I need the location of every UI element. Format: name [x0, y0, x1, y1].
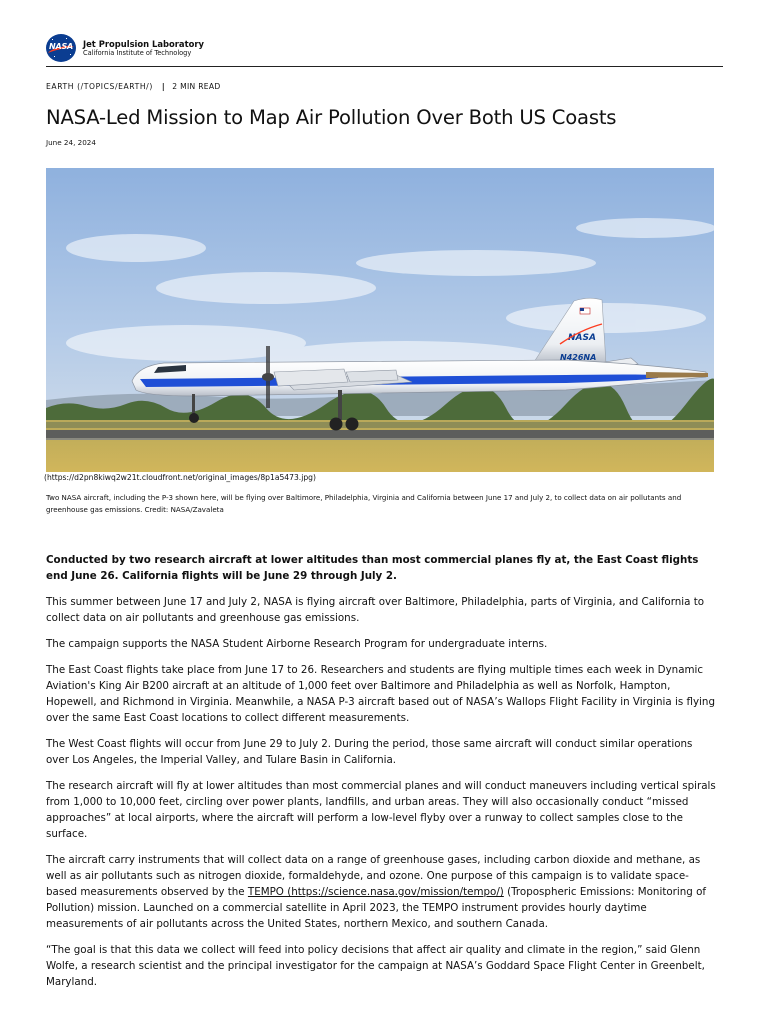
brand-subtitle: California Institute of Technology — [83, 49, 192, 57]
read-time: 2 MIN READ — [172, 82, 221, 91]
article-body — [46, 552, 716, 1000]
nasa-meatball-icon[interactable] — [46, 34, 76, 62]
hero-image — [46, 168, 714, 472]
paragraph-3: The East Coast flights take place from June 17 to 26. Researchers and students are flying multiple times each week in Dynamic Aviation's King Air B200 aircraft at an altitude of 1,000 feet over Baltimore and Philadelphia as well as Norfolk, Hampton, Hopewell, and Richmond in Virginia. Meanwhile, a NASA P-3 aircraft based out of NASA’s Wallops Flight Facility in Virginia is flying over the same East Coast locations to collect different measurements. — [46, 664, 715, 724]
brand-name: Jet Propulsion Laboratory — [83, 39, 204, 49]
paragraph-5: The research aircraft will fly at lower altitudes than most commercial planes and will conduct maneuvers including vertical spirals from 1,000 to 10,000 feet, circling over power plants, landfills, and urban areas. They will also occasionally conduct “missed approaches” at local airports, where the aircraft will perform a low-level flyby over a runway to collect samples close to the surface. — [46, 780, 716, 840]
header-divider — [46, 66, 723, 67]
image-source-link[interactable]: (https://d2pn8kiwq2w21t.cloudfront.net/original_images/8p1a5473.jpg) — [44, 473, 316, 482]
topic-link[interactable]: EARTH (/TOPICS/EARTH/) — [46, 82, 153, 91]
tempo-link[interactable]: TEMPO (https://science.nasa.gov/mission/tempo/) — [247, 886, 504, 898]
meta-separator: | — [161, 82, 166, 91]
quote-paragraph: “The goal is that this data we collect will feed into policy decisions that affect air quality and climate in the region,” said Glenn Wolfe, a research scientist and the principal investigator for the campaign at NASA’s Goddard Space Flight Center in Greenbelt, Maryland. — [46, 944, 705, 988]
tail-logo-text: NASA — [568, 333, 596, 343]
site-header — [46, 33, 204, 63]
logo-text: NASA — [48, 42, 74, 51]
lead-paragraph: Conducted by two research aircraft at lower altitudes than most commercial planes fly at, the East Coast flights end June 26. California flights will be June 29 through July 2. — [46, 554, 699, 582]
tempo-text-after: (Tropospheric Emissions: Monitoring of Pollution) mission. Launched on a commercial satellite in April 2023, the TEMPO instrument provides hourly daytime measurements of air pollutants across the United States, northern Mexico, and southern Canada. — [46, 886, 707, 930]
tail-number-text: N426NA — [560, 353, 597, 362]
publish-date: June 24, 2024 — [46, 138, 96, 147]
paragraph-2: The campaign supports the NASA Student Airborne Research Program for undergraduate interns. — [46, 638, 548, 650]
page-title: NASA-Led Mission to Map Air Pollution Over Both US Coasts — [46, 106, 617, 129]
paragraph-4: The West Coast flights will occur from June 29 to July 2. During the period, those same aircraft will conduct similar operations over Los Angeles, the Imperial Valley, and Tulare Basin in California. — [46, 738, 693, 766]
tempo-text-before: The aircraft carry instruments that will collect data on a range of greenhouse gases, including carbon dioxide and methane, as well as air pollutants such as nitrogen dioxide, formaldehyde, and ozone. One purpose of this campaign is to validate space-based measurements observed by the — [46, 854, 701, 898]
paragraph-tempo — [46, 852, 716, 932]
article-meta — [46, 82, 221, 91]
brand-block[interactable] — [83, 39, 204, 57]
paragraph-1: This summer between June 17 and July 2, NASA is flying aircraft over Baltimore, Philadelphia, parts of Virginia, and California to collect data on air pollutants and greenhouse gas emissions. — [46, 596, 705, 624]
image-caption: Two NASA aircraft, including the P-3 shown here, will be flying over Baltimore, Philadelphia, Virginia and California between June 17 and July 2, to collect data on air pollutants and greenhouse gas emissions. Credit: NASA/Zavaleta — [46, 493, 682, 514]
